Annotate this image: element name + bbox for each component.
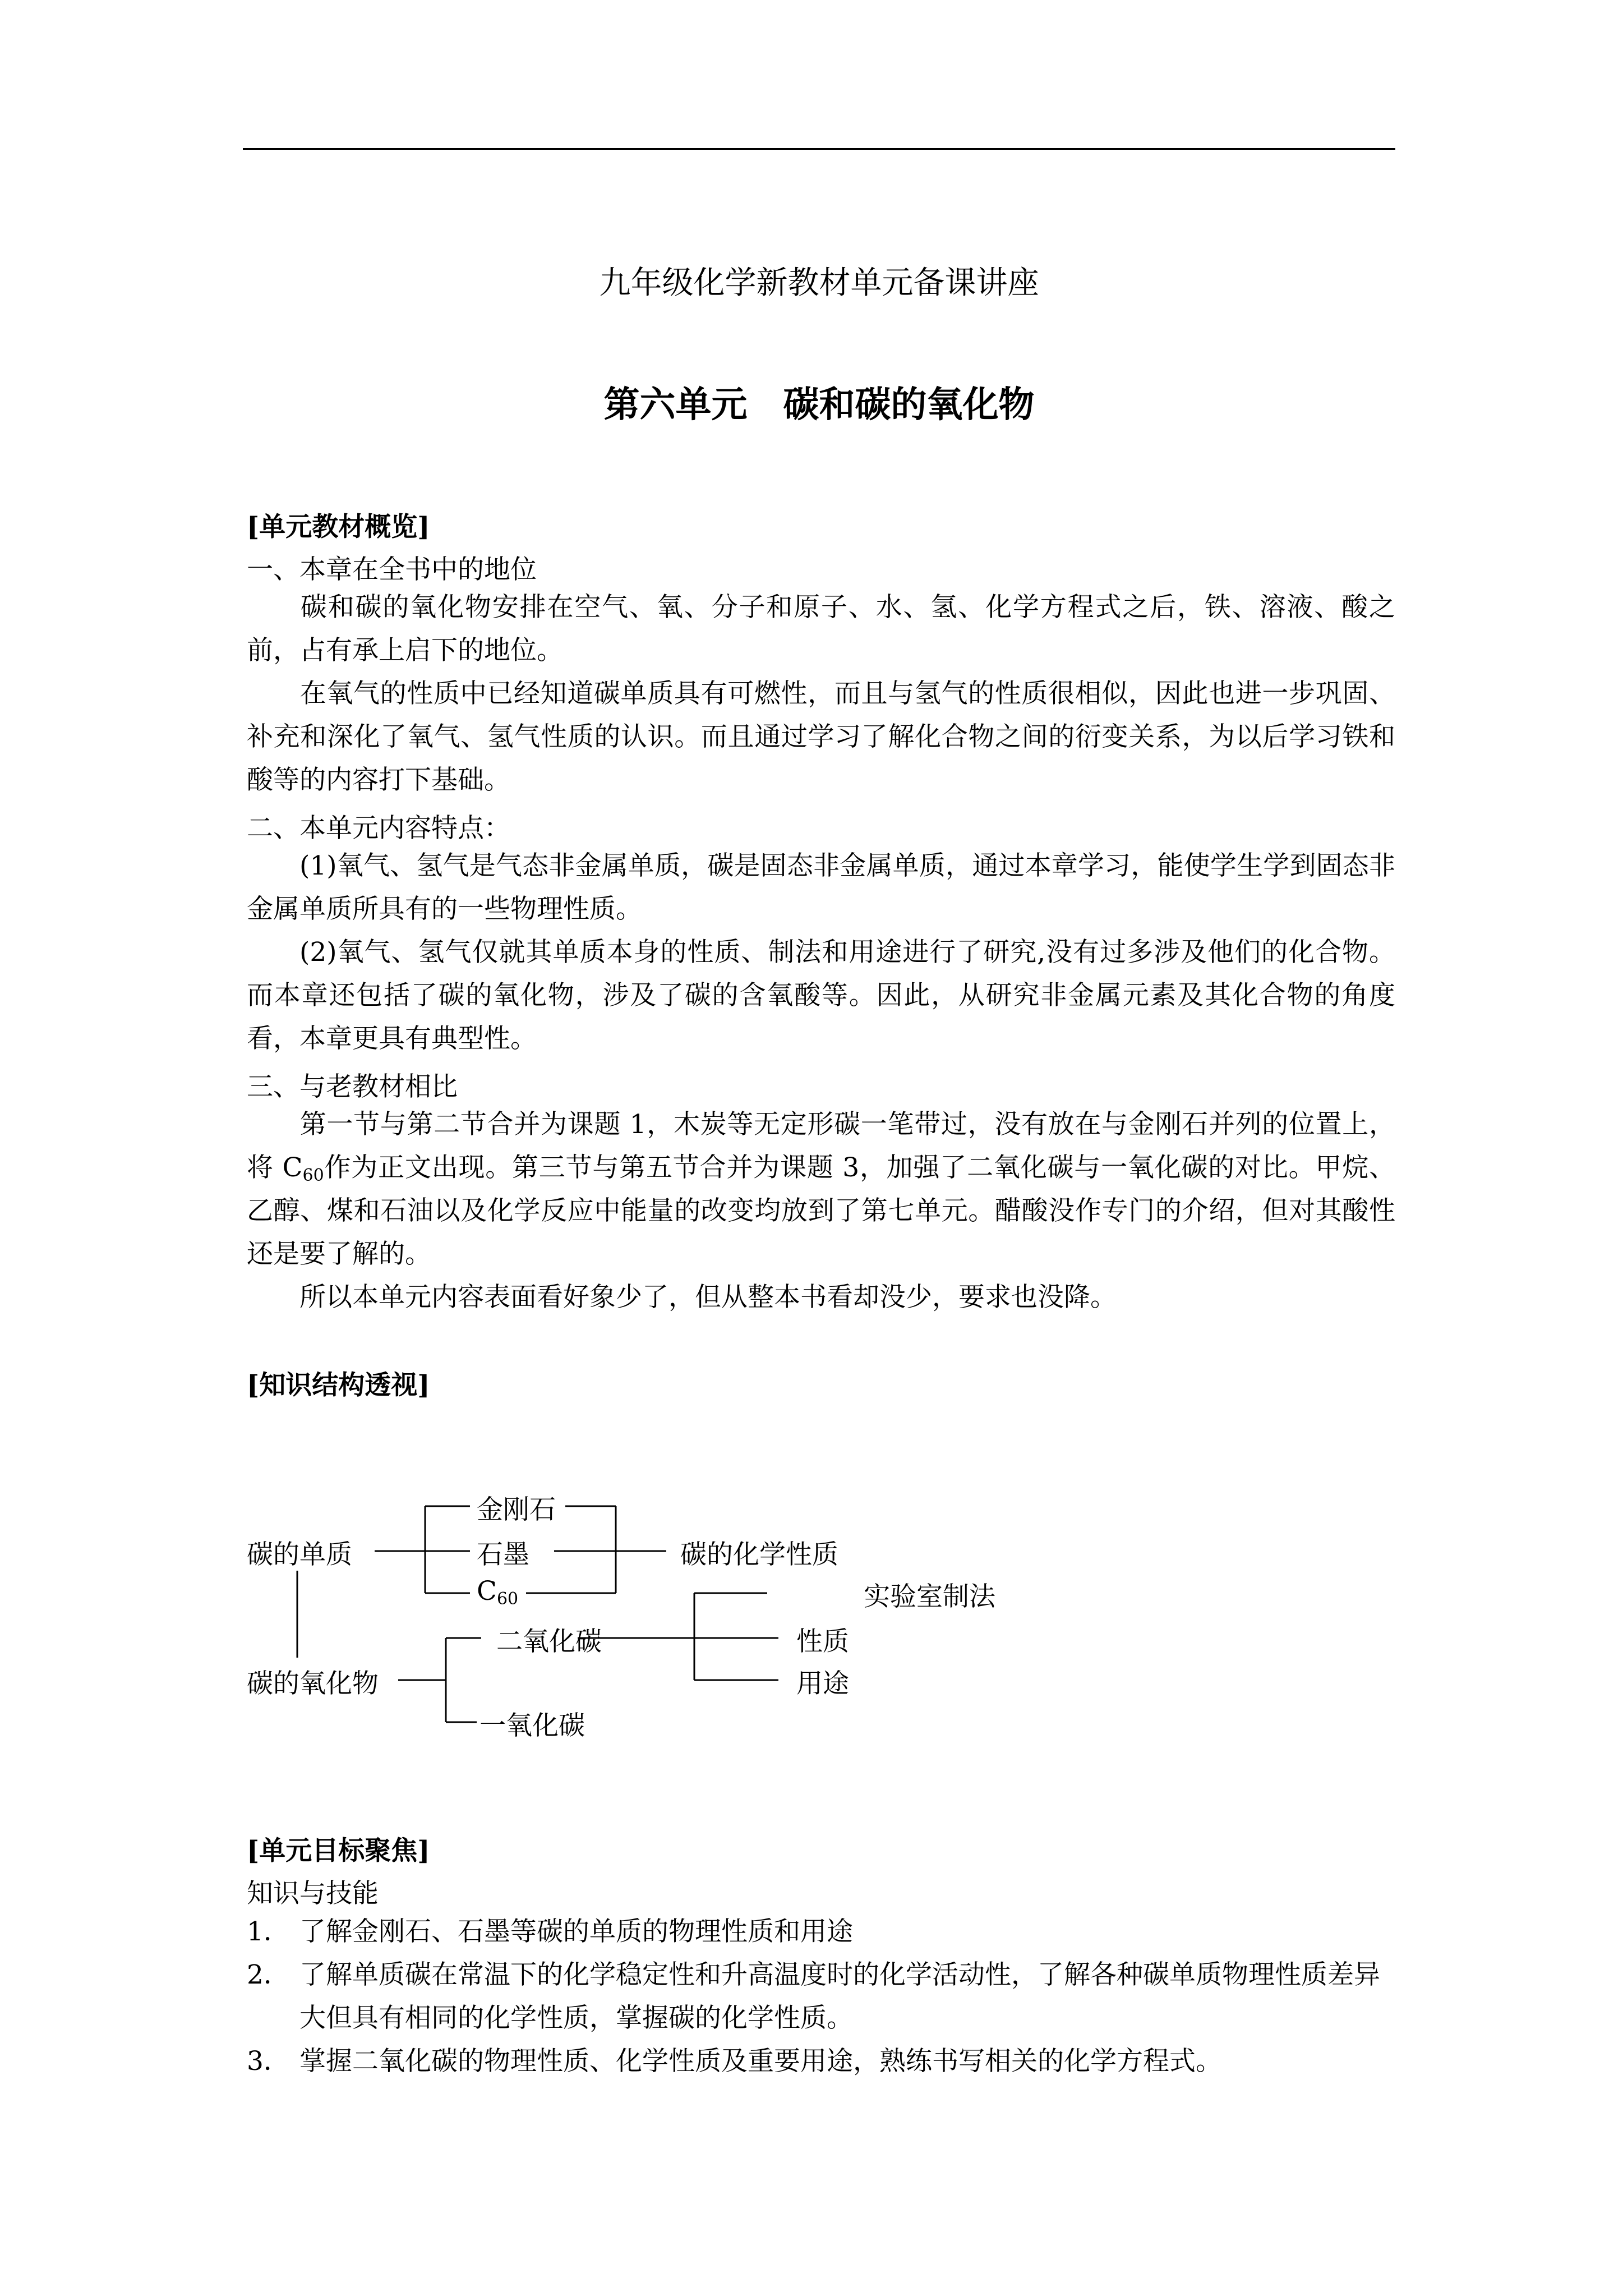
node-carbon-elements: 碳的单质 [247,1539,352,1570]
section-1-title: 一、本章在全书中的地位 [247,554,537,585]
c60-subscript: 60 [302,1166,324,1185]
section-3-title: 三、与老教材相比 [247,1071,458,1102]
goal-item-1 [247,1910,1395,1953]
section-3-paragraph-1 [247,1103,1395,1276]
node-diamond: 金刚石 [477,1494,556,1525]
node-co: 一氧化碳 [479,1710,585,1741]
node-lab-prep: 实验室制法 [864,1581,995,1612]
node-co2: 二氧化碳 [496,1626,602,1657]
node-carbon-oxides: 碳的氧化物 [247,1668,379,1699]
node-c60 [477,1576,518,1607]
header-rule [243,148,1395,150]
section-1-paragraph-1 [247,586,1395,672]
section-2-paragraph-1 [247,844,1395,931]
section-1-paragraph-2-text: 在氧气的性质中已经知道碳单质具有可燃性，而且与氢气的性质很相似，因此也进一步巩固、补充和深化了氧气、氢气性质的认识。而且通过学习了解化合物之间的衍变关系，为以后学习铁和酸等的内容打下基础。 [247,678,1395,795]
node-graphite: 石墨 [477,1539,529,1570]
node-properties: 性质 [796,1626,849,1657]
goal-item-number: 3． [247,2046,290,2077]
goal-item-number: 1． [247,1916,290,1947]
node-c60-base: C [477,1576,497,1607]
section-3-paragraph-2 [247,1276,1395,1319]
section-2-paragraph-1-text: (1)氧气、氢气是气态非金属单质，碳是固态非金属单质，通过本章学习，能使学生学到固态非金属单质所具有的一些物理性质。 [247,850,1395,924]
goal-item-text: 了解金刚石、石墨等碳的单质的物理性质和用途 [299,1916,853,1947]
unit-title: 第六单元 碳和碳的氧化物 [603,384,1035,426]
node-c60-subscript: 60 [496,1589,519,1609]
section-1-paragraph-1-text: 碳和碳的氧化物安排在空气、氧、分子和原子、水、氢、化学方程式之后，铁、溶液、酸之前，占有承上启下的地位。 [247,592,1395,666]
goal-item-2 [247,1953,1395,2040]
goals-heading: [单元目标聚焦] [247,1835,430,1866]
section-2-paragraph-2 [247,931,1395,1060]
section-3-paragraph-2-text: 所以本单元内容表面看好象少了，但从整本书看却没少，要求也没降。 [299,1282,1117,1313]
goal-item-text: 了解单质碳在常温下的化学稳定性和升高温度时的化学活动性，了解各种碳单质物理性质差异大但具有相同的化学性质，掌握碳的化学性质。 [299,1959,1380,2033]
structure-heading: [知识结构透视] [247,1370,430,1401]
goal-item-number: 2． [247,1959,290,1990]
section-2-paragraph-2-text: (2)氧气、氢气仅就其单质本身的性质、制法和用途进行了研究,没有过多涉及他们的化合物。而本章还包括了碳的氧化物，涉及了碳的含氧酸等。因此，从研究非金属元素及其化合物的角度看，本章更具有典型性。 [247,937,1395,1054]
section-1-paragraph-2 [247,672,1395,802]
section-2-title: 二、本单元内容特点： [247,813,510,844]
goal-item-text: 掌握二氧化碳的物理性质、化学性质及重要用途，熟练书写相关的化学方程式。 [299,2046,1222,2077]
overview-heading: [单元教材概览] [247,512,430,542]
node-uses: 用途 [796,1668,849,1699]
section-3-paragraph-1-text-a: 第一节与第二节合并为课题 1，木炭等无定形碳一笔带过，没有放在与金刚石并列的位置上，将 C [247,1109,1395,1183]
node-chem-props: 碳的化学性质 [680,1539,838,1570]
goal-item-3 [247,2040,1395,2083]
goals-subheading: 知识与技能 [247,1878,379,1909]
section-3-paragraph-1-text-b: 作为正文出现。第三节与第五节合并为课题 3，加强了二氧化碳与一氧化碳的对比。甲烷、乙醇、煤和石油以及化学反应中能量的改变均放到了第七单元。醋酸没作专门的介绍，但对其酸性还是要了解的。 [247,1152,1396,1269]
document-title: 九年级化学新教材单元备课讲座 [599,265,1039,301]
